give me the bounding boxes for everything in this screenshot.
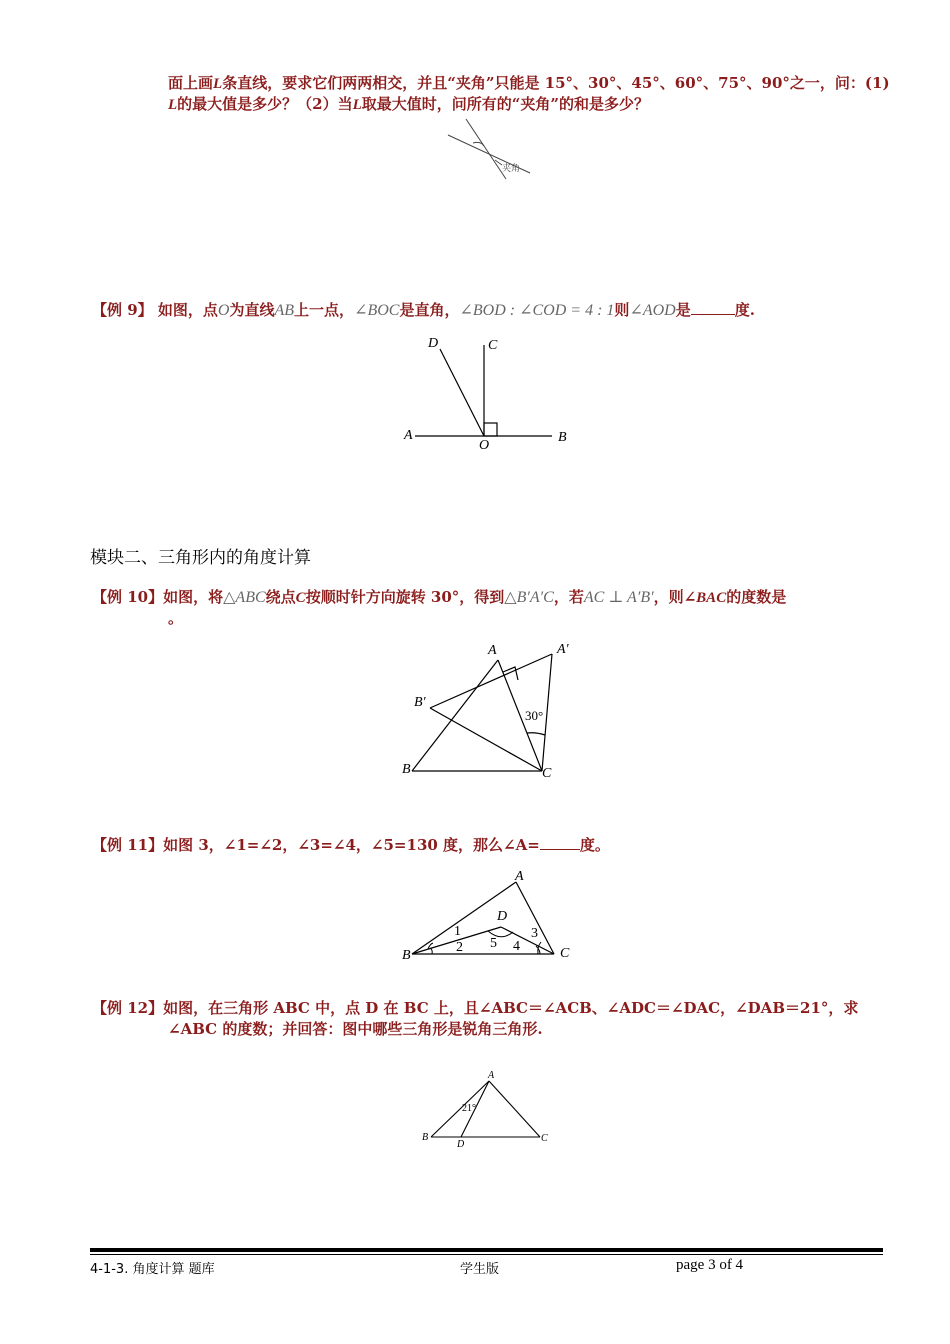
example-9 xyxy=(92,300,755,321)
answer-blank[interactable] xyxy=(691,300,735,315)
var-C: C xyxy=(295,590,306,606)
var-AB: AB xyxy=(274,302,295,319)
text-span: 如图，点 xyxy=(157,301,218,319)
example-12-line-2 xyxy=(168,1019,543,1040)
label-B: B xyxy=(558,430,567,445)
text-span: 则 xyxy=(614,301,630,319)
label-D: D xyxy=(428,336,439,351)
example-tag: 【例 9】 xyxy=(92,301,153,319)
text-span: ，则 xyxy=(653,588,684,606)
angle-3-label: 3 xyxy=(531,926,538,941)
label-A: A xyxy=(488,1070,495,1081)
problem-line-1 xyxy=(168,73,890,95)
label-C: C xyxy=(488,338,498,353)
text-span: 条直线，要求它们两两相交，并且“夹角”只能是 15°、30°、45°、60°、75°、90°之一，问：(1) xyxy=(222,74,890,92)
label-B: B xyxy=(422,1132,429,1143)
section-title: 模块二、三角形内的角度计算 xyxy=(90,548,311,568)
label-B: B xyxy=(402,762,411,777)
label-A-prime: A′ xyxy=(557,642,569,657)
label-A: A xyxy=(488,643,497,658)
text-span: 如图，将 xyxy=(163,588,224,606)
footer-rule-thick xyxy=(90,1248,883,1252)
text-span: 。 xyxy=(168,609,184,627)
example-10 xyxy=(92,587,786,609)
text-span: 上一点， xyxy=(294,301,355,319)
label-B: B xyxy=(402,948,411,963)
angle-BAC: ∠BAC xyxy=(683,590,727,606)
var-L: L xyxy=(213,76,223,92)
label-B-prime: B′ xyxy=(414,695,426,710)
label-D: D xyxy=(497,909,508,924)
text-span: 的最大值是多少？（2）当 xyxy=(177,95,353,113)
text-span: ∠ABC 的度数；并回答：图中哪些三角形是锐角三角形. xyxy=(168,1020,543,1038)
triangle-BAC-rotated: △B′A′C xyxy=(504,589,554,606)
figure-ex12 xyxy=(420,1070,560,1150)
text-span: 为直线 xyxy=(229,301,275,319)
triangle-ABC: △ABC xyxy=(223,589,266,606)
angle-4-label: 4 xyxy=(513,939,520,954)
angle-ratio: ∠BOD : ∠COD = 4 : 1 xyxy=(459,302,615,319)
text-span: 按顺时针方向旋转 30°，得到 xyxy=(305,588,505,606)
label-C: C xyxy=(560,946,570,961)
footer-left: 4-1-3. 角度计算 题库 xyxy=(90,1262,215,1277)
angle-BOC: ∠BOC xyxy=(354,302,400,319)
footer-page: page 3 of 4 xyxy=(676,1257,744,1273)
text-span: 面上画 xyxy=(168,74,214,92)
angle-30-label: 30° xyxy=(525,708,544,723)
label-C: C xyxy=(541,1133,548,1144)
example-12 xyxy=(92,998,858,1019)
var-L: L xyxy=(352,97,362,113)
answer-blank[interactable] xyxy=(540,835,580,850)
text-span: 的度数是 xyxy=(726,588,787,606)
text-span: 如图，在三角形 ABC 中，点 D 在 BC 上，且∠ABC＝∠ACB、∠ADC＝∠DAC，∠DAB＝21°，求 xyxy=(163,999,859,1017)
example-tag: 【例 10】 xyxy=(92,588,164,606)
perpendicular-relation: AC ⊥ A′B′ xyxy=(583,589,654,606)
text-span: ，若 xyxy=(553,588,584,606)
text-span: 如图 3，∠1=∠2，∠3=∠4，∠5=130 度，那么∠A= xyxy=(163,836,540,854)
example-10-line-2 xyxy=(168,608,183,629)
figure-ex11 xyxy=(400,870,570,970)
example-tag: 【例 12】 xyxy=(92,999,164,1017)
text-span: 绕点 xyxy=(265,588,296,606)
var-L: L xyxy=(168,97,178,113)
angle-label: 夹角 xyxy=(502,164,521,174)
angle-2-label: 2 xyxy=(456,940,463,955)
var-O: O xyxy=(217,302,230,319)
label-A: A xyxy=(515,869,524,884)
footer-rule-thin xyxy=(90,1254,883,1255)
text-span: 度. xyxy=(734,301,755,319)
angle-5-label: 5 xyxy=(490,936,497,951)
text-span: 度。 xyxy=(579,836,610,854)
label-A: A xyxy=(404,428,413,443)
example-tag: 【例 11】 xyxy=(92,836,164,854)
angle-1-label: 1 xyxy=(454,924,461,939)
angle-21-label: 21° xyxy=(462,1103,476,1114)
text-span: 是直角， xyxy=(399,301,460,319)
example-11 xyxy=(92,835,610,856)
label-C: C xyxy=(542,766,552,781)
intersecting-lines-figure xyxy=(440,115,540,195)
footer-center: 学生版 xyxy=(460,1262,500,1277)
label-D: D xyxy=(457,1139,465,1150)
text-span: 取最大值时，问所有的“夹角”的和是多少？ xyxy=(361,95,650,113)
angle-AOD: ∠AOD xyxy=(629,302,676,319)
text-span: 是 xyxy=(675,301,691,319)
label-O: O xyxy=(479,438,490,453)
problem-line-2 xyxy=(168,94,649,116)
